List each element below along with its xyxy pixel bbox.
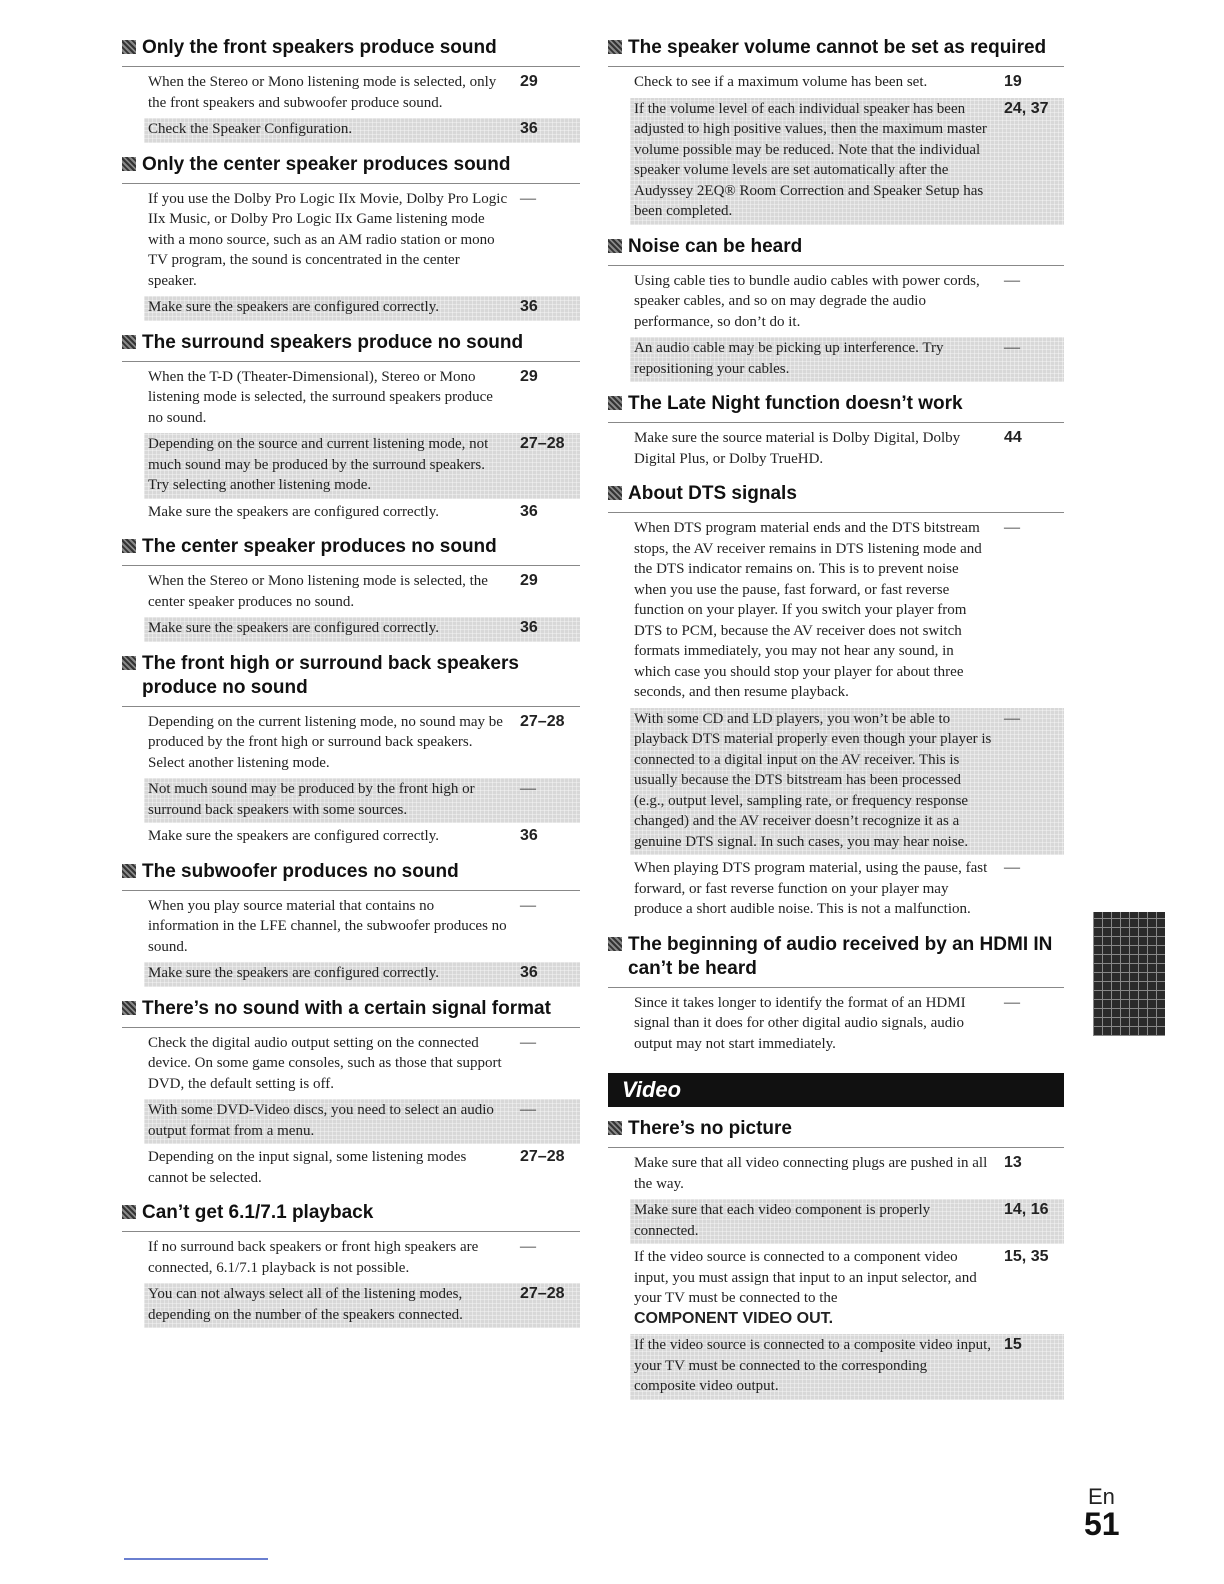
page-reference: — xyxy=(520,1033,536,1051)
footer-rule xyxy=(124,1558,268,1560)
section-heading-text: About DTS signals xyxy=(628,483,797,504)
page-reference: 36 xyxy=(520,502,538,520)
entry-text-body: Make sure the speakers are configured correctly. xyxy=(148,620,439,636)
shaded-entry xyxy=(144,1099,580,1144)
entry-text-body: If the volume level of each individual speaker has been adjusted to high positive values, then the maximum master volume possible may be reduced. Note that the individual speaker volume levels are set automatically after the Audyssey 2EQ® Room Correction and Speaker Setup has been completed. xyxy=(634,100,987,219)
section-heading xyxy=(608,36,1064,67)
entry-text-body: If the video source is connected to a composite video input, your TV must be connected to the corresponding composite video output. xyxy=(634,1337,991,1394)
heading-bullet-icon xyxy=(608,937,622,951)
entry-text xyxy=(148,963,520,984)
page-reference: 27–28 xyxy=(520,1148,565,1165)
section-heading xyxy=(122,36,580,67)
entry-text-body: Make sure the source material is Dolby Digital, Dolby Digital Plus, or Dolby TrueHD. xyxy=(634,430,961,467)
heading-bullet-icon xyxy=(122,539,136,553)
entry-list xyxy=(144,184,580,321)
entry-text xyxy=(148,367,520,429)
page-reference: — xyxy=(520,896,536,914)
page-reference: 13 xyxy=(1004,1154,1022,1171)
section-heading xyxy=(608,933,1064,988)
section-heading-text: Can’t get 6.1/7.1 playback xyxy=(142,1202,374,1223)
page-reference: — xyxy=(1004,859,1020,876)
entry-text xyxy=(148,1033,520,1095)
page-reference: 27–28 xyxy=(520,1285,565,1302)
shaded-entry xyxy=(144,433,580,499)
entry-list xyxy=(144,891,580,987)
section-heading-text: Only the front speakers produce sound xyxy=(142,37,497,58)
entry-text-body: Using cable ties to bundle audio cables with power cords, speaker cables, and so on may degrade the audio performance, so don’t do it. xyxy=(634,272,980,330)
entry-text xyxy=(148,1100,520,1141)
entry xyxy=(630,1246,1064,1332)
entry-text xyxy=(634,1153,1004,1194)
entry-text xyxy=(634,1200,1004,1241)
entry-list xyxy=(630,266,1064,383)
entry-text-body: Depending on the current listening mode, no sound may be produced by the front high or surround back speakers. Select another listening mode. xyxy=(148,713,503,771)
section-heading-text: The front high or surround back speakers produce no sound xyxy=(142,652,519,698)
heading-bullet-icon xyxy=(608,486,622,500)
page-reference: 29 xyxy=(520,367,538,385)
troubleshoot-section xyxy=(608,1117,1064,1400)
entry-text-body: Make sure the speakers are configured correctly. xyxy=(148,965,439,981)
page-language: En xyxy=(1088,1484,1115,1509)
entry-text-body: If the video source is connected to a component video input, you must assign that input to an input selector, and your TV must be connected to the xyxy=(634,1249,977,1306)
entry-list xyxy=(630,1148,1064,1400)
entry-text-body: When the T-D (Theater-Dimensional), Stereo or Mono listening mode is selected, the surround speakers produce no sound. xyxy=(148,368,493,426)
entry-text xyxy=(634,993,1004,1055)
entry-list xyxy=(144,1232,580,1328)
heading-bullet-icon xyxy=(608,1121,622,1135)
entry-text-body: With some DVD-Video discs, you need to select an audio output format from a menu. xyxy=(148,1102,494,1139)
entry-text-body: An audio cable may be picking up interference. Try repositioning your cables. xyxy=(634,340,944,377)
shaded-entry xyxy=(144,962,580,987)
troubleshoot-section xyxy=(122,36,580,143)
section-heading xyxy=(608,1117,1064,1148)
entry-list xyxy=(630,513,1064,923)
heading-bullet-icon xyxy=(122,157,136,171)
entry-text-body: If no surround back speakers or front high speakers are connected, 6.1/7.1 playback is not possible. xyxy=(148,1239,479,1276)
section-heading-text: The Late Night function doesn’t work xyxy=(628,393,963,414)
heading-bullet-icon xyxy=(122,1205,136,1219)
entry-text-body: Make sure the speakers are configured correctly. xyxy=(148,828,439,844)
section-heading-text: The speaker volume cannot be set as required xyxy=(628,37,1047,58)
section-heading xyxy=(608,392,1064,423)
troubleshoot-section xyxy=(608,933,1064,1058)
troubleshoot-section xyxy=(122,860,580,987)
page-reference: 27–28 xyxy=(520,712,565,730)
entry-text-body: Make sure that each video component is properly connected. xyxy=(634,1202,931,1239)
entry xyxy=(144,711,580,777)
entry-text-body: When the Stereo or Mono listening mode is selected, the center speaker produces no sound. xyxy=(148,573,488,610)
page-reference: 14, 16 xyxy=(1004,1201,1049,1218)
section-heading-text: The beginning of audio received by an HDMI IN can’t be heard xyxy=(628,933,1053,979)
entry-text-body: With some CD and LD players, you won’t be able to playback DTS material properly even though your player is connected to a digital input on the AV receiver. This is usually because the DTS bitstream has been processed (e.g., output level, sampling rate, or frequency response changed) and the AV receiver doesn’t recognize it as a genuine DTS signal. In such cases, you may hear noise. xyxy=(634,710,992,850)
entry-text-body: If you use the Dolby Pro Logic IIx Movie, Dolby Pro Logic IIx Music, or Dolby Pro Logic IIx Game listening mode with a mono source, such as an AM radio station or mono TV program, the sound is concentrated in the center speaker. xyxy=(148,190,508,289)
troubleshoot-section xyxy=(122,535,580,642)
entry-text xyxy=(634,518,1004,703)
heading-bullet-icon xyxy=(122,40,136,54)
troubleshoot-section xyxy=(122,153,580,321)
entry-text xyxy=(634,709,1004,853)
section-heading-text: The subwoofer produces no sound xyxy=(142,860,459,882)
entry-text-body: Check to see if a maximum volume has been set. xyxy=(634,74,928,90)
page-reference: 36 xyxy=(520,298,538,315)
troubleshoot-section xyxy=(608,482,1064,923)
entry-text xyxy=(148,779,520,820)
entry-text xyxy=(634,338,1004,379)
entry-text xyxy=(634,72,1004,93)
entry-list xyxy=(144,67,580,143)
troubleshoot-section xyxy=(608,392,1064,472)
entry-text xyxy=(148,896,520,958)
entry-list xyxy=(144,362,580,526)
entry xyxy=(144,1146,580,1191)
section-heading xyxy=(122,1201,580,1232)
shaded-entry xyxy=(630,1199,1064,1244)
entry xyxy=(144,895,580,961)
entry-text xyxy=(148,189,520,292)
entry-text xyxy=(634,858,1004,920)
page-reference: 27–28 xyxy=(520,435,565,452)
shaded-entry xyxy=(144,778,580,823)
shaded-entry xyxy=(630,1334,1064,1400)
section-heading-text: The surround speakers produce no sound xyxy=(142,331,524,353)
entry-text-body: When playing DTS program material, using the pause, fast forward, or fast reverse function on your player may produce a short audible noise. This is not a malfunction. xyxy=(634,860,988,917)
page-reference: 29 xyxy=(520,73,538,90)
page-reference: 36 xyxy=(520,120,538,137)
shaded-entry xyxy=(144,1283,580,1328)
troubleshoot-section xyxy=(122,331,580,526)
page-reference: — xyxy=(1004,271,1020,289)
page-reference: — xyxy=(1004,709,1020,727)
page-reference: 19 xyxy=(1004,73,1022,90)
troubleshoot-section xyxy=(608,235,1064,383)
entry-text xyxy=(148,72,520,113)
section-heading-text: The center speaker produces no sound xyxy=(142,536,497,557)
page-reference: 29 xyxy=(520,572,538,589)
page-reference: — xyxy=(520,1238,536,1255)
section-heading xyxy=(122,535,580,566)
entry-text xyxy=(148,119,520,140)
page-reference: 36 xyxy=(520,827,538,844)
page-reference: 15 xyxy=(1004,1336,1022,1353)
heading-bullet-icon xyxy=(608,396,622,410)
chapter-thumb-tab xyxy=(1093,912,1165,1036)
section-heading xyxy=(122,153,580,184)
entry-text xyxy=(148,297,520,318)
entry xyxy=(144,570,580,615)
entry-list xyxy=(630,67,1064,225)
entry-text-body: When you play source material that contains no information in the LFE channel, the subwoofer produces no sound. xyxy=(148,897,507,955)
troubleshoot-section xyxy=(608,36,1064,225)
troubleshoot-section xyxy=(122,997,580,1192)
troubleshoot-section xyxy=(122,1201,580,1328)
page-reference: 44 xyxy=(1004,429,1022,446)
section-heading-text: Only the center speaker produces sound xyxy=(142,153,511,175)
shaded-entry xyxy=(630,708,1064,856)
page-reference: — xyxy=(520,1101,536,1118)
section-heading xyxy=(122,652,580,707)
entry-text xyxy=(148,712,520,774)
entry xyxy=(630,427,1064,472)
entry-text xyxy=(634,1335,1004,1397)
shaded-entry xyxy=(630,337,1064,382)
left-column xyxy=(122,36,580,1338)
entry-text-body: Make sure that all video connecting plugs are pushed in all the way. xyxy=(634,1155,988,1192)
entry-text xyxy=(148,618,520,639)
video-sections xyxy=(608,1117,1064,1400)
page-reference: — xyxy=(1004,339,1020,356)
entry-text-body: Check the Speaker Configuration. xyxy=(148,121,353,137)
entry xyxy=(630,1152,1064,1197)
section-heading-text: There’s no picture xyxy=(628,1118,792,1139)
video-section-bar xyxy=(608,1073,1064,1107)
entry-text xyxy=(148,502,520,523)
page-reference: — xyxy=(520,780,536,797)
entry-text-body: Depending on the input signal, some listening modes cannot be selected. xyxy=(148,1149,467,1186)
entry xyxy=(630,270,1064,336)
heading-bullet-icon xyxy=(122,335,136,349)
entry xyxy=(144,1032,580,1098)
entry-text-body: You can not always select all of the listening modes, depending on the number of the speakers connected. xyxy=(148,1286,463,1323)
entry xyxy=(144,188,580,295)
page-number: 51 xyxy=(1084,1506,1120,1542)
entry-text xyxy=(148,571,520,612)
section-heading xyxy=(608,482,1064,513)
section-heading xyxy=(122,331,580,362)
entry xyxy=(630,71,1064,96)
page-reference: — xyxy=(1004,519,1020,536)
entry xyxy=(144,366,580,432)
entry-text-body: When the Stereo or Mono listening mode is selected, only the front speakers and subwoofer produce sound. xyxy=(148,74,497,111)
entry-strong-text: COMPONENT VIDEO OUT. xyxy=(634,1309,834,1327)
page-reference: 36 xyxy=(520,619,538,636)
shaded-entry xyxy=(144,617,580,642)
heading-bullet-icon xyxy=(608,239,622,253)
heading-bullet-icon xyxy=(122,656,136,670)
troubleshoot-section xyxy=(122,652,580,850)
section-heading xyxy=(122,997,580,1028)
entry xyxy=(144,71,580,116)
audio-sections-continued xyxy=(608,36,1064,1057)
shaded-entry xyxy=(144,296,580,321)
entry xyxy=(144,825,580,850)
entry xyxy=(144,501,580,526)
shaded-entry xyxy=(630,98,1064,225)
entry-list xyxy=(144,1028,580,1192)
heading-bullet-icon xyxy=(122,1001,136,1015)
entry-list xyxy=(630,988,1064,1058)
entry-list xyxy=(144,566,580,642)
entry-text-body: Not much sound may be produced by the front high or surround back speakers with some sources. xyxy=(148,781,475,818)
section-heading-text: There’s no sound with a certain signal format xyxy=(142,997,551,1019)
section-heading xyxy=(608,235,1064,266)
entry-list xyxy=(630,423,1064,472)
shaded-entry xyxy=(144,118,580,143)
page-reference: — xyxy=(1004,993,1020,1011)
entry-text-body: Make sure the speakers are configured correctly. xyxy=(148,299,439,315)
entry xyxy=(630,992,1064,1058)
entry xyxy=(630,857,1064,923)
entry-text xyxy=(148,434,520,496)
entry-text-body: Check the digital audio output setting on the connected device. On some game consoles, such as those that support DVD, the default setting is off. xyxy=(148,1034,502,1092)
entry-text-body: Since it takes longer to identify the format of an HDMI signal than it does for other digital audio signals, audio output may not start immediately. xyxy=(634,994,966,1052)
page-reference: — xyxy=(520,189,536,207)
heading-bullet-icon xyxy=(122,864,136,878)
entry-text-body: When DTS program material ends and the DTS bitstream stops, the AV receiver remains in DTS listening mode and the DTS indicator remains on. This is to prevent noise when you use the pause, fast forward, or fast reverse function on your player. If you switch your player from DTS to PCM, because the AV receiver does not switch formats immediately, you may not hear any sound, in which case you should stop your player for about three seconds, and then resume playback. xyxy=(634,520,982,700)
entry-text xyxy=(634,428,1004,469)
entry-text xyxy=(148,1147,520,1188)
page-reference: 36 xyxy=(520,964,538,981)
entry xyxy=(630,517,1064,706)
page-reference: 24, 37 xyxy=(1004,99,1049,117)
heading-bullet-icon xyxy=(608,40,622,54)
section-heading xyxy=(122,860,580,891)
entry-list xyxy=(144,707,580,850)
entry-text-body: Make sure the speakers are configured correctly. xyxy=(148,503,439,520)
entry-text-body: Depending on the source and current listening mode, not much sound may be produced by the surround speakers. Try selecting another listening mode. xyxy=(148,436,489,493)
entry-text xyxy=(148,1284,520,1325)
right-column xyxy=(608,36,1064,1410)
video-section-title: Video xyxy=(622,1077,682,1102)
entry-text xyxy=(634,99,1004,222)
entry-text xyxy=(148,826,520,847)
entry-text xyxy=(634,271,1004,333)
entry xyxy=(144,1236,580,1281)
section-heading-text: Noise can be heard xyxy=(628,235,803,257)
entry-text xyxy=(148,1237,520,1278)
page-reference: 15, 35 xyxy=(1004,1248,1049,1265)
entry-text xyxy=(634,1247,1004,1329)
